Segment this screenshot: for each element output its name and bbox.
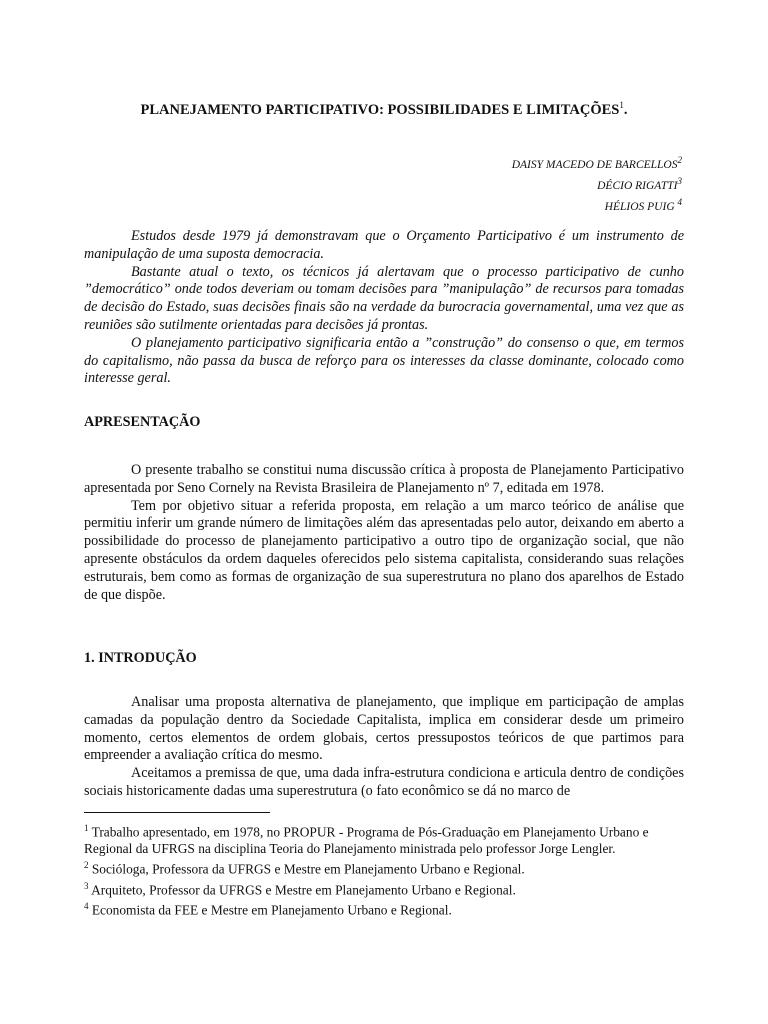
footnote xyxy=(84,898,684,918)
footnote-text: Economista da FEE e Mestre em Planejamento Urbano e Regional. xyxy=(88,902,452,918)
abstract xyxy=(84,228,684,388)
footnote-ref: 1 xyxy=(84,823,89,833)
footnote-text: Trabalho apresentado, em 1978, no PROPUR - Programa de Pós-Graduação em Planejamento Urbano e Regional da UFRGS na disciplina Teoria do Planejamento ministrada pelo professor Jorge Lengler. xyxy=(84,824,649,857)
author-list xyxy=(512,152,682,214)
footnote xyxy=(84,878,684,898)
footnote-text: Arquiteto, Professor da UFRGS e Mestre em Planejamento Urbano e Regional. xyxy=(88,882,516,898)
section-heading-introducao: 1. INTRODUÇÃO xyxy=(84,650,197,666)
body-paragraph: O presente trabalho se constitui numa discussão crítica à proposta de Planejamento Participativo apresentada por Seno Cornely na Revista Brasileira de Planejamento nº 7, editada em 1978. xyxy=(84,462,684,496)
body-paragraph: Tem por objetivo situar a referida proposta, em relação a um marco teórico de análise que permitiu inferir um grande número de limitações além das apresentadas pelo autor, deixando em aberto a possibilidade do processo de planejamento participativo a outro tipo de organização social, que não apresente obstáculos da ordem daqueles oferecidos pelo sistema capitalista, considerando suas relações estruturais, bem como as formas de organização de sua superestrutura no plano dos aparelhos de Estado de que dispõe. xyxy=(84,497,684,603)
author-footnote-ref: 4 xyxy=(677,196,682,207)
document-title xyxy=(0,100,768,119)
section-body-introducao xyxy=(84,694,684,801)
abstract-paragraph: Estudos desde 1979 já demonstravam que o Orçamento Participativo é um instrumento de manipulação de uma suposta democracia. xyxy=(84,228,684,262)
author-name: DAISY MACEDO DE BARCELLOS xyxy=(511,158,678,171)
author-name: DÉCIO RIGATTI xyxy=(597,179,678,192)
body-paragraph: Analisar uma proposta alternativa de planejamento, que implique em participação de amplas camadas da população dentro da Sociedade Capitalista, implica em considerar desde um primeiro momento, certos elementos de ordem globais, certos pressupostos teóricos de que partimos para empreender a avaliação crítica do mesmo. xyxy=(84,694,684,764)
title-footnote-ref: 1 xyxy=(619,100,624,110)
abstract-paragraph: O planejamento participativo significaria então a ”construção” do consenso o que, em termos do capitalismo, não passa da busca de reforço para os interesses da classe dominante, colocado como interesse geral. xyxy=(84,334,684,387)
author-footnote-ref: 3 xyxy=(677,175,682,186)
section-heading-apresentacao: APRESENTAÇÃO xyxy=(84,414,201,430)
footnote-ref: 3 xyxy=(84,880,89,891)
author-line xyxy=(512,173,682,194)
section-body-apresentacao xyxy=(84,462,684,604)
footnotes xyxy=(84,820,684,919)
author-footnote-ref: 2 xyxy=(677,155,682,165)
title-suffix: . xyxy=(623,101,628,118)
author-line xyxy=(512,194,682,215)
body-paragraph: Aceitamos a premissa de que, uma dada infra-estrutura condiciona e articula dentro de condições sociais historicamente dadas uma superestrutura (o fato econômico se dá no marco de xyxy=(84,765,684,799)
footnote-text: Socióloga, Professora da UFRGS e Mestre em Planejamento Urbano e Regional. xyxy=(88,861,525,877)
footnote xyxy=(84,820,684,857)
author-name: HÉLIOS PUIG xyxy=(604,200,678,213)
footnote xyxy=(84,857,684,877)
title-text: PLANEJAMENTO PARTICIPATIVO: POSSIBILIDADES E LIMITAÇÕES xyxy=(140,101,620,118)
abstract-paragraph: Bastante atual o texto, os técnicos já alertavam que o processo participativo de cunho ”democrático” onde todos deveriam ou tomam decisões para ”manipulação” de recursos para tomadas de decisão do Estado, suas decisões finais são na verdade da burocracia governamental, uma vez que as reuniões são sutilmente orientadas para decisões já prontas. xyxy=(84,263,684,333)
footnote-ref: 2 xyxy=(84,860,89,871)
footnote-ref: 4 xyxy=(84,901,89,912)
author-line xyxy=(512,152,682,173)
footnote-divider xyxy=(84,812,270,813)
